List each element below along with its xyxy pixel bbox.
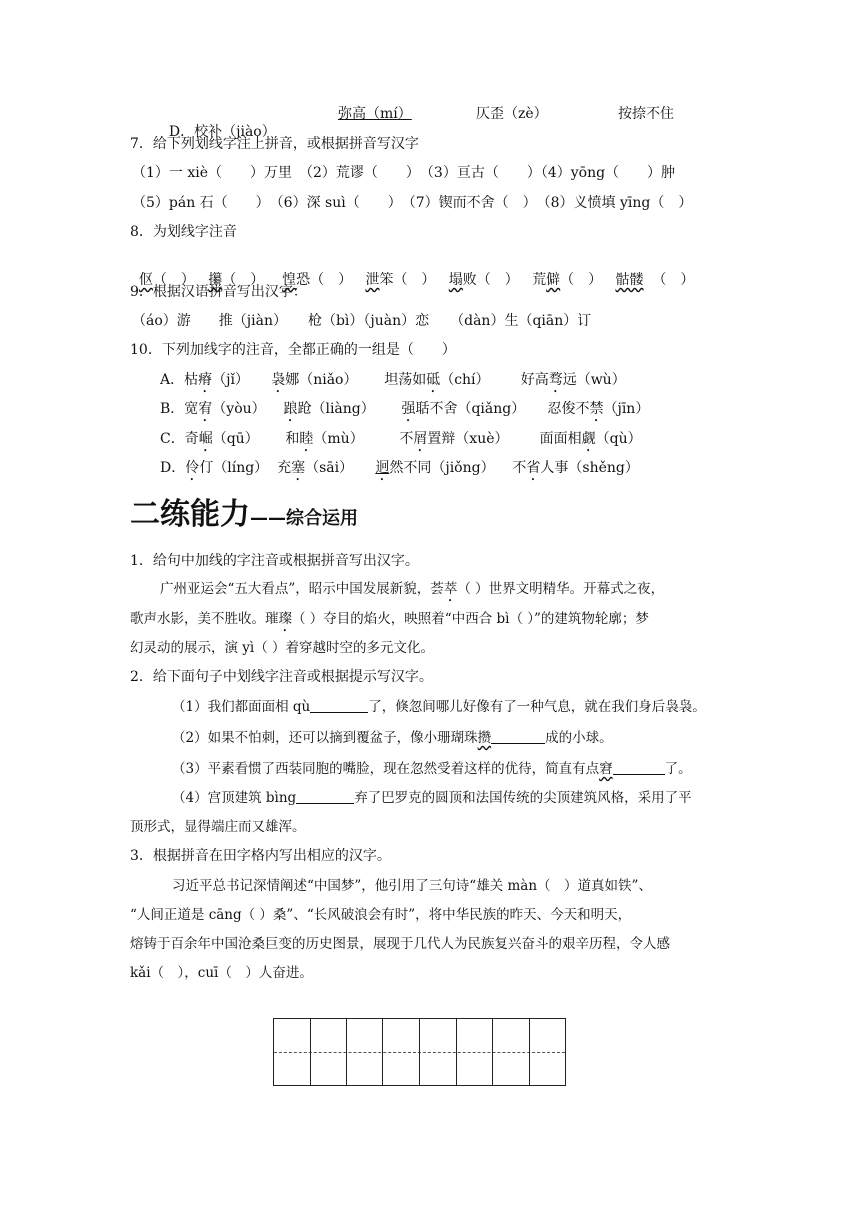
q10d-t11: 人事（shěng）: [540, 460, 639, 476]
p1-s1b: （ ）世界文明精华。开幕式之夜，: [457, 581, 665, 597]
question-7-row1: （1）一 xiè（ ）万里 （2）荒谬（ ） （3）亘古（ ）（4）yōng（ ）肿: [132, 165, 676, 181]
q8-paren-7: （ ）: [652, 272, 695, 288]
p1-s2dot: 璨: [278, 611, 292, 627]
q10a-t7: 砥: [426, 372, 441, 388]
grid-line: [382, 1019, 383, 1085]
q10d-t4: 充: [277, 460, 292, 476]
q10b-t1: B．宽: [160, 401, 199, 417]
q10c-t9: 置辩（xuè）: [427, 431, 509, 447]
part1-sentence-1: [160, 580, 664, 605]
answer-blank-3[interactable]: [613, 760, 665, 775]
q10d-t8: 然不同（jiǒng）: [389, 460, 495, 476]
p2-s3b: 了。: [664, 761, 692, 777]
q8-paren-1: （ ）: [152, 272, 195, 288]
q8-word-1: 伛: [138, 272, 153, 288]
p2-s3w: 窘: [599, 761, 613, 777]
q10b-t7: 聒不舍（qiǎng）: [415, 401, 526, 417]
option-d-d: [618, 105, 674, 123]
q8-paren-2: （ ）: [222, 272, 265, 288]
question-10: 10．下列加线字的注音，全都正确的一组是（ ）: [130, 342, 456, 358]
part1-question: 1．给句中加线的字注音或根据拼音写出汉字。: [130, 553, 419, 569]
q8-paren-3: （ ）: [310, 272, 353, 288]
part2-item-3: [172, 760, 692, 778]
part3-line-2: “人间正道是 cāng（ ）桑”、“长风破浪会有时”，将中华民族的昨天、今天和明天，: [130, 907, 632, 923]
q10b-t3: （yòu）: [212, 401, 266, 417]
q8-word-5: 塌: [448, 272, 463, 288]
grid-line: [456, 1019, 457, 1085]
q10c-t7: 不: [399, 431, 414, 447]
grid-line: [310, 1019, 311, 1085]
p2-s2a: （2）如果不怕刺，还可以摘到覆盆子，像小珊瑚珠: [172, 730, 478, 746]
q10b-t2: 宥: [198, 401, 213, 417]
q10a-t4: 袅: [271, 372, 286, 388]
option-d-b: [338, 105, 412, 123]
p1-s2b: （ ）夺目的焰火，映照着“中西合 bì（ ）”的建筑物轮廓；梦: [292, 611, 649, 627]
p2-s1b: 了，倏忽间哪儿好像有了一种气息，就在我们身后袅袅。: [368, 699, 706, 715]
q10a-t3: （jǐ）: [212, 372, 249, 388]
question-10-option-c: [160, 430, 642, 455]
q10d-t3: 仃（líng）: [199, 460, 269, 476]
part1-sentence-3: 幻灵动的展示，演 yì（ ）着穿越时空的多元文化。: [130, 640, 435, 656]
q8-word-6: 荒: [532, 272, 547, 288]
q10d-t9: 不: [512, 460, 527, 476]
q8-tail-4: 笨: [379, 272, 394, 288]
part3-line-1: 习近平总书记深情阐述“中国梦”，他引用了三句诗“雄关 màn（ ）道真如铁”、: [172, 878, 652, 894]
q10a-t11: 远（wù）: [562, 372, 626, 388]
option-d-d-text: 按捺不住: [618, 106, 674, 122]
part2-item-4: [172, 789, 692, 807]
option-d-b-text: 弥高（mí）: [338, 106, 412, 122]
q10a-t2: 瘠: [198, 372, 213, 388]
p2-s4b: 弃了巴罗克的圆顶和法国传统的尖顶建筑风格，采用了平: [354, 790, 692, 806]
q10a-t1: A．枯: [160, 372, 199, 388]
q8-word-7: 骷髅: [615, 272, 644, 288]
part2-question: 2．给下面句子中划线字注音或根据提示写汉字。: [130, 669, 433, 685]
p2-s2b: 成的小球。: [545, 730, 613, 746]
question-10-option-d: [160, 459, 639, 484]
q8-word-2: 攥: [208, 272, 223, 288]
q10d-t2: 伶: [185, 460, 200, 476]
p1-s1dot: 萃: [443, 581, 458, 597]
question-9: 9．根据汉语拼音写出汉字：: [130, 284, 307, 300]
q8-tail-6: 僻: [546, 272, 561, 288]
q8-paren-4: （ ）: [393, 272, 436, 288]
answer-blank-1[interactable]: [310, 698, 368, 713]
q10b-t4: 踉: [283, 401, 298, 417]
q10c-t11: 觑: [581, 431, 596, 447]
part2-item-2: [172, 729, 613, 747]
q10d-t7: 迥: [375, 460, 390, 476]
q10d-t10: 省: [526, 460, 541, 476]
q10a-t8: （chí）: [440, 372, 490, 388]
p2-s2w: 攒: [477, 730, 492, 746]
option-d-a: D．校补（jiào）: [168, 124, 276, 140]
section-heading: [130, 497, 358, 537]
p2-s4a: （4）宫顶建筑 bìng: [172, 790, 297, 806]
q10b-t6: 强: [401, 401, 416, 417]
question-7-row2: （5）pán 石（ ） （6）深 suì（ ） （7）锲而不舍（ ） （8）义愤填 yīng（ ）: [132, 195, 693, 211]
q10a-t9: 好高: [520, 372, 549, 388]
q10d-t6: （sāi）: [305, 460, 354, 476]
q10c-t1: C．奇: [160, 431, 199, 447]
q8-tail-5: 败: [462, 272, 477, 288]
answer-blank-4[interactable]: [296, 789, 354, 804]
p2-s3a: （3）平素看惯了西装同胞的嘴脸，现在忽然受着这样的优待，简直有点: [172, 761, 600, 777]
part1-sentence-2: [130, 610, 649, 635]
grid-line: [529, 1019, 530, 1085]
question-9-row: （áo）游 推（jiàn） 枪（bì）（juàn）恋 （dàn）生（qiān）订: [132, 313, 592, 329]
q10d-t1: D．: [160, 460, 186, 476]
option-d-c-text: 仄歪（zè）: [476, 106, 548, 122]
question-10-option-b: [160, 400, 649, 425]
q10c-t10: 面面相: [539, 431, 582, 447]
q10a-t5: 娜（niǎo）: [285, 372, 358, 388]
option-d-c: [476, 105, 548, 123]
q10c-t5: 睦: [299, 431, 314, 447]
grid-line: [419, 1019, 420, 1085]
q10d-t5: 塞: [291, 460, 306, 476]
q8-paren-6: （ ）: [560, 272, 603, 288]
q10b-t9: 禁: [589, 401, 604, 417]
p1-s2a: 歌声水影，美不胜收。璀: [130, 611, 279, 627]
q10c-t4: 和: [285, 431, 300, 447]
part2-item-1: [172, 698, 706, 716]
q10b-t5: 跄（liàng）: [297, 401, 375, 417]
part3-question: 3．根据拼音在田字格内写出相应的汉字。: [130, 848, 391, 864]
question-7: 7．给下列划线字注上拼音，或根据拼音写汉字: [130, 136, 419, 152]
part3-line-3: 熔铸于百余年中国沧桑巨变的历史图景，展现于几代人为民族复兴奋斗的艰辛历程，令人感: [130, 936, 670, 952]
p2-s1a: （1）我们都面面相 qù: [172, 699, 311, 715]
q10c-t12: （qù）: [595, 431, 642, 447]
q10b-t8: 忍俊不: [547, 401, 590, 417]
tianzige-grid[interactable]: [273, 1018, 566, 1086]
q10c-t3: （qū）: [212, 431, 259, 447]
q8-paren-5: （ ）: [476, 272, 519, 288]
grid-line: [346, 1019, 347, 1085]
q8-word-3: 惶: [282, 272, 297, 288]
q10a-t6: 坦荡如: [384, 372, 427, 388]
p1-s1a: 广州亚运会“五大看点”，昭示中国发展新貌，荟: [160, 581, 444, 597]
part2-item-4-cont: 顶形式，显得端庄而又雄浑。: [130, 819, 306, 835]
q10a-t10: 骛: [548, 372, 563, 388]
q10c-t2: 崛: [198, 431, 213, 447]
q8-word-4: 泄: [365, 272, 380, 288]
part3-line-4: kǎi（ ），cuī（ ）人奋进。: [130, 965, 313, 981]
q10c-t8: 屑: [413, 431, 428, 447]
answer-blank-2[interactable]: [491, 729, 545, 744]
section-title: 二练能力: [130, 497, 250, 532]
q10c-t6: （mù）: [313, 431, 364, 447]
section-subtitle: ——综合运用: [250, 508, 358, 529]
q8-tail-3: 恐: [296, 272, 311, 288]
grid-line: [492, 1019, 493, 1085]
question-10-option-a: [160, 371, 626, 396]
question-8: 8．为划线字注音: [130, 224, 237, 240]
q10b-t10: （jīn）: [603, 401, 650, 417]
